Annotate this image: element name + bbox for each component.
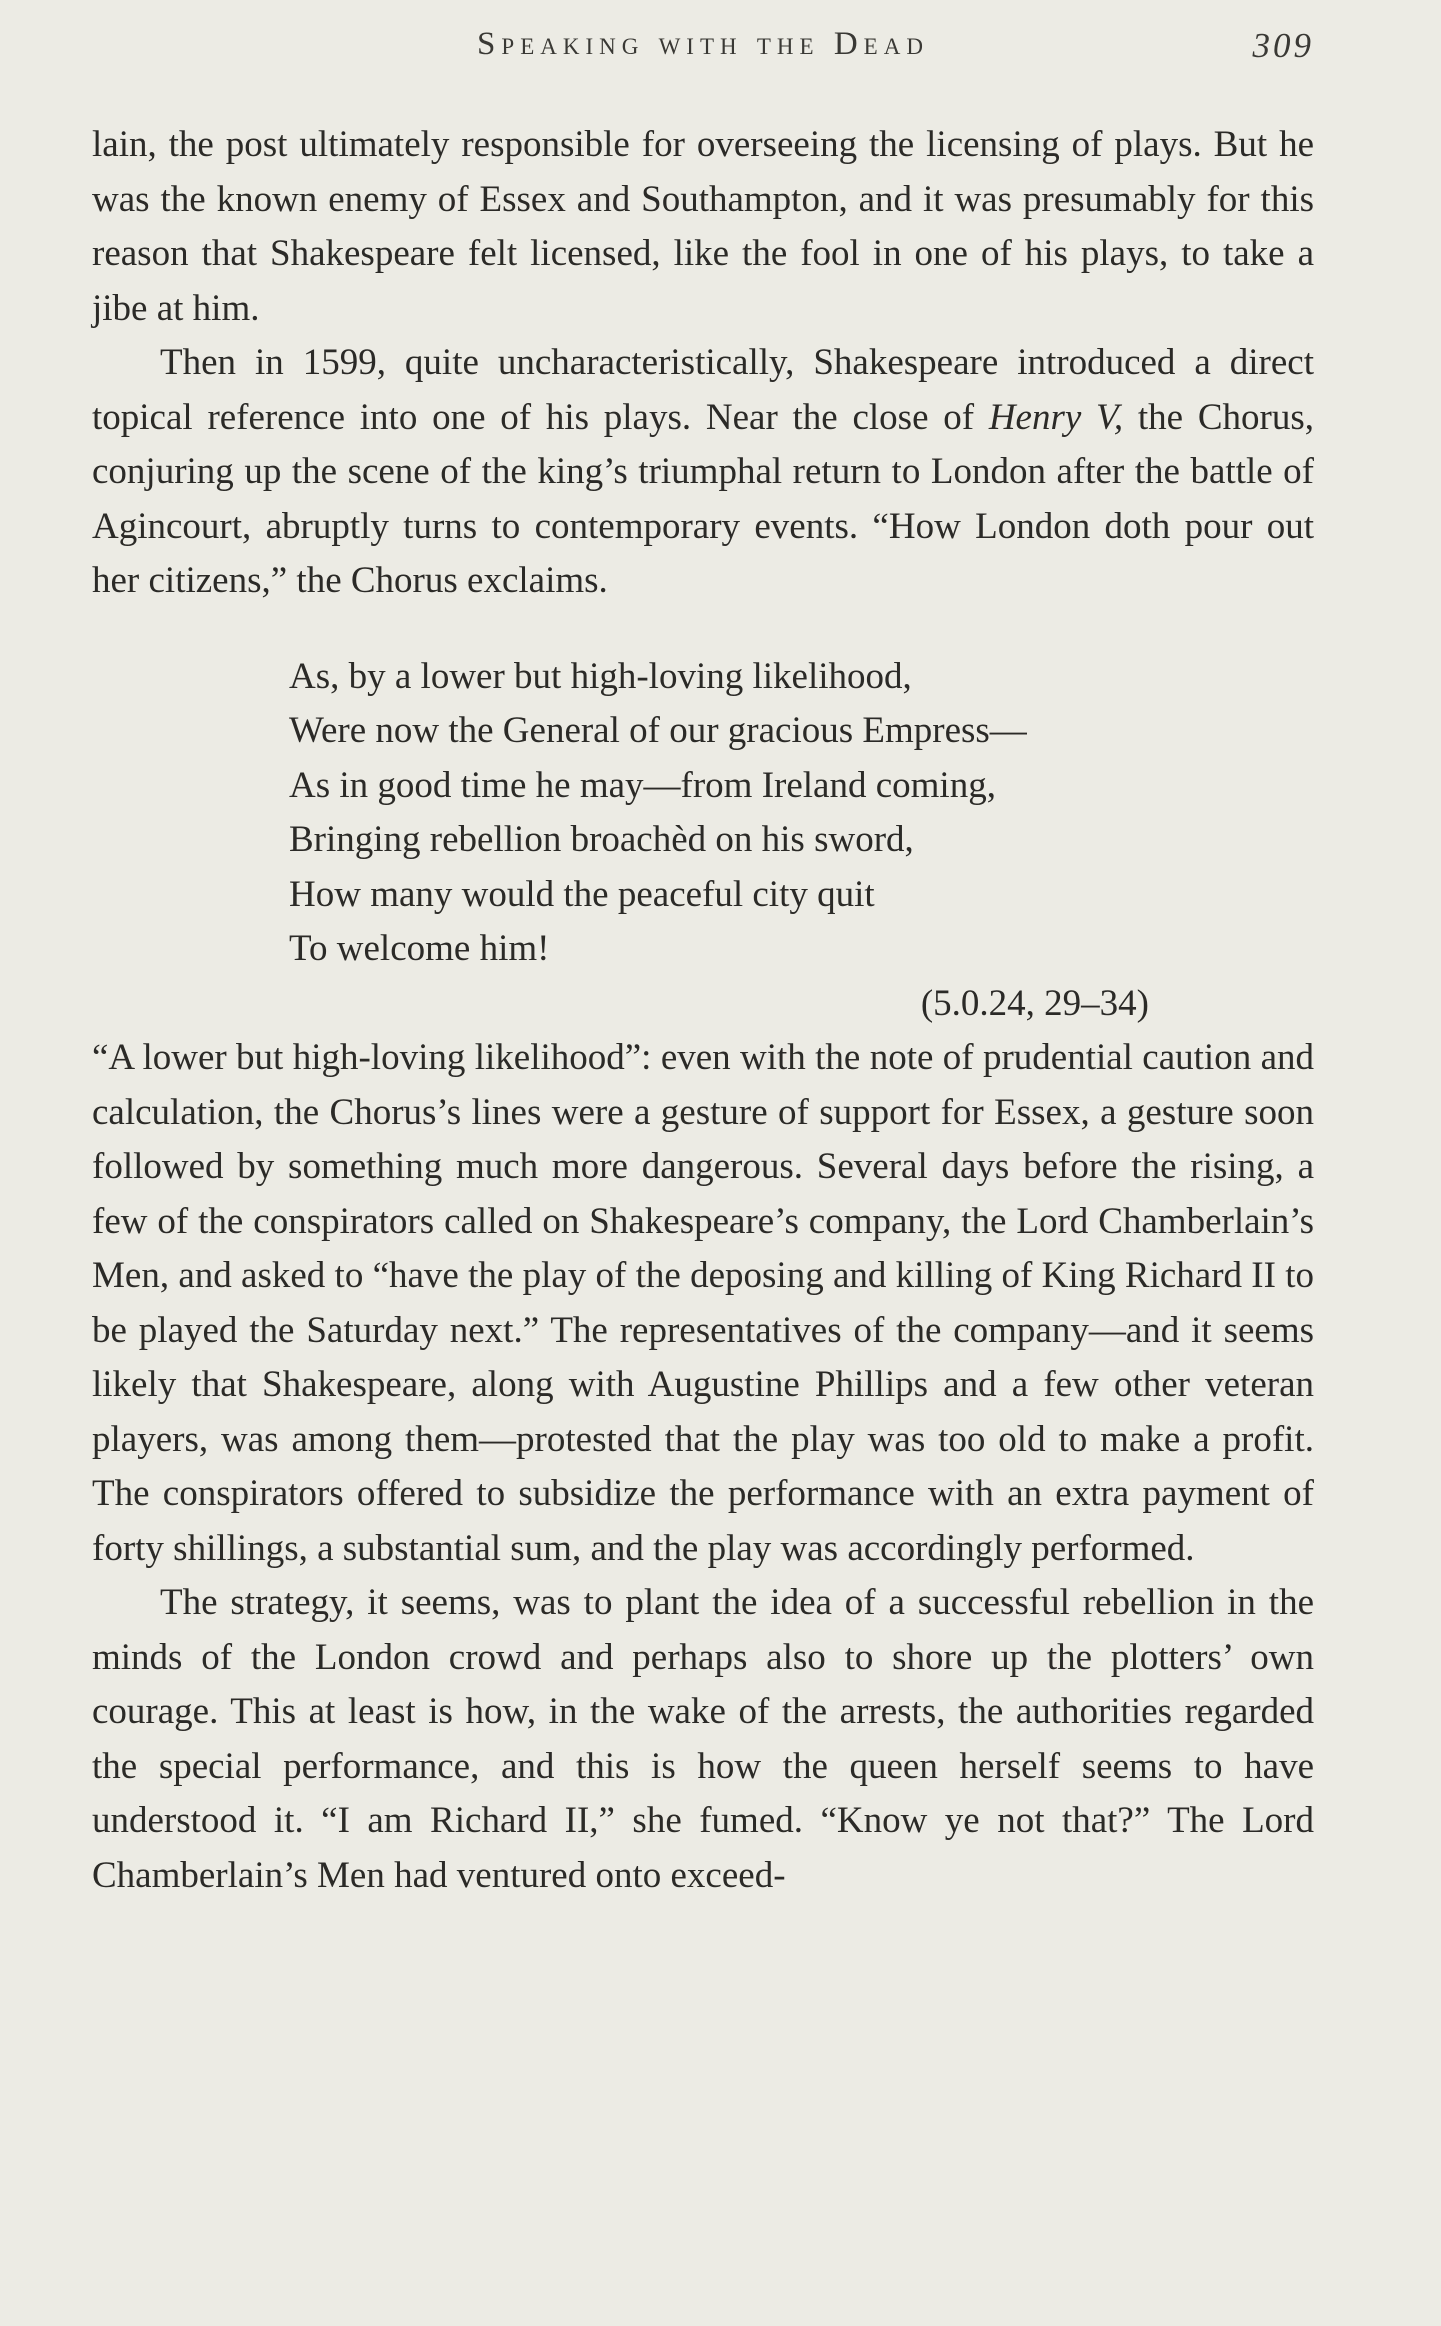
verse-line: How many would the peaceful city quit (289, 873, 875, 915)
verse-line: Were now the General of our gracious Empress— (289, 710, 1027, 751)
running-head: Speaking with the Dead (477, 26, 929, 62)
paragraph-2-text-end: the Chorus, conjuring up the scene of the king’s triumphal return to London after the battle of Agincourt, abruptly turns to contemporary events. “How London doth pour out her citizens,” the Chorus exclaims. (92, 396, 1315, 601)
page-number: 309 (1252, 26, 1314, 65)
paragraph-2-text-start: Then in 1599, quite uncharacteristically, Shakespeare introduced a direct topical reference into one of his plays. Near the close of (92, 342, 1314, 438)
verse-line: As, by a lower but high-loving likelihood, (289, 655, 912, 697)
paragraph-4: The strategy, it seems, was to plant the idea of a successful rebellion in the minds of the London crowd and perhaps also to shore up the plotters’ own courage. This at least is how, in the wake of the arrests, the authorities regarded the special performance, and this is how the queen herself seems to have understood it. “I am Richard II,” she fumed. “Know ye not that?” The Lord Chamberlain’s Men had ventured onto exceed- (92, 1582, 1314, 1896)
body-text (92, 118, 1314, 1903)
verse-line: To welcome him! (289, 928, 550, 969)
paragraph-3: “A lower but high-loving likelihood”: even with the note of prudential caution and calculation, the Chorus’s lines were a gesture of support for Essex, a gesture soon followed by something much more dangerous. Several days before the rising, a few of the conspirators called on Shakespeare’s company, the Lord Chamberlain’s Men, and asked to “have the play of the deposing and killing of King Richard II to be played the Saturday next.” The representatives of the company—and it seems likely that Shakespeare, along with Augustine Phillips and a few other veteran players, was among them—protested that the play was too old to make a profit. The conspirators offered to subsidize the performance with an extra payment of forty shillings, a substantial sum, and the play was accordingly performed. (92, 1037, 1314, 1569)
paragraph-1: lain, the post ultimately responsible for overseeing the licensing of plays. But he was the known enemy of Essex and Southampton, and it was presumably for this reason that Shakespeare felt licensed, like the fool in one of his plays, to take a jibe at him. (92, 124, 1314, 329)
verse-quotation (289, 650, 1149, 1032)
play-title: Henry V, (988, 396, 1124, 438)
paragraph-2 (92, 336, 1314, 609)
verse-line: As in good time he may—from Ireland coming, (289, 764, 996, 806)
quote-citation: (5.0.24, 29–34) (920, 982, 1149, 1024)
verse-line: Bringing rebellion broachèd on his sword, (289, 819, 914, 860)
page-header (92, 26, 1314, 76)
